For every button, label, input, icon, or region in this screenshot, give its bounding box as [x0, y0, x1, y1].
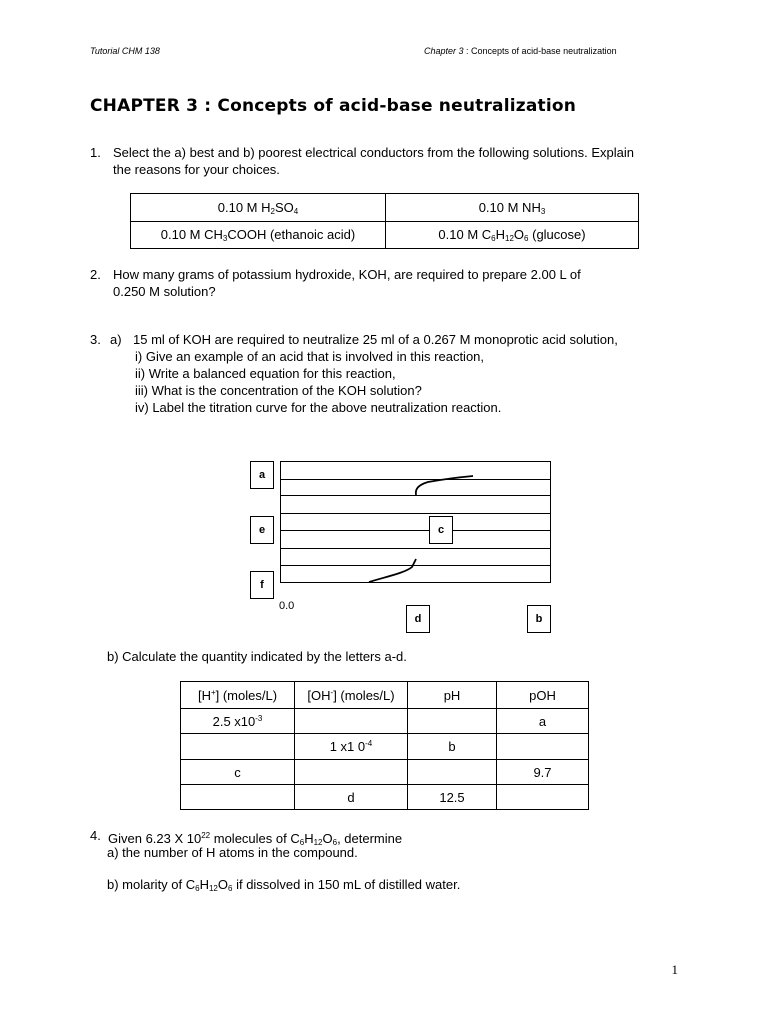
- question-3-item-iv: iv) Label the titration curve for the above neutralization reaction.: [135, 400, 502, 415]
- page-number: 1: [671, 962, 678, 977]
- header-oh-concentration: [OH-] (moles/L): [295, 682, 408, 709]
- question-number: 1.: [90, 145, 101, 160]
- label-box-f: f: [250, 571, 274, 599]
- question-3-part-a: a): [110, 332, 122, 347]
- question-2-line-2: 0.250 M solution?: [113, 284, 216, 299]
- label-box-d: d: [406, 605, 430, 633]
- question-number: 4.: [90, 828, 101, 843]
- question-3b: b) Calculate the quantity indicated by the letters a-d.: [107, 649, 407, 664]
- cell-oh-row-4: d: [295, 785, 408, 810]
- cell-ph-row-2: b: [408, 734, 497, 760]
- label-box-e: e: [250, 516, 274, 544]
- solutions-table: [130, 193, 639, 249]
- question-1-line-1: Select the a) best and b) poorest electrical conductors from the following solutions. Explain: [113, 145, 634, 160]
- question-3-item-iii: iii) What is the concentration of the KOH solution?: [135, 383, 422, 398]
- cell-ph-row-3: [408, 760, 497, 785]
- question-4-line-1: Given 6.23 X $10^{22}$ molecules of $C_6H_{12}O_6$, determine: [108, 831, 403, 847]
- solution-glucose: 0.10 M $C_6H_{12}O_6$ (glucose): [386, 222, 639, 249]
- header-ph: pH: [408, 682, 497, 709]
- cell-h-row-3: c: [181, 760, 295, 785]
- cell-ph-row-1: [408, 709, 497, 734]
- header-poh: pOH: [497, 682, 589, 709]
- cell-ph-row-4: 12.5: [408, 785, 497, 810]
- question-number: 2.: [90, 267, 101, 282]
- label-box-c: c: [429, 516, 453, 544]
- diagram-frame: [280, 462, 551, 583]
- cell-oh-row-3: [295, 760, 408, 785]
- titration-curve-upper: [416, 476, 473, 495]
- titration-curve-lower: [369, 559, 416, 582]
- question-3-item-ii: ii) Write a balanced equation for this reaction,: [135, 366, 396, 381]
- cell-h-row-2: [181, 734, 295, 760]
- cell-oh-row-1: [295, 709, 408, 734]
- titration-curve-diagram: [0, 455, 768, 645]
- solution-nh3: 0.10 M $NH_3$: [386, 194, 639, 222]
- solution-h2so4: 0.10 M $H_2SO_4$: [131, 194, 386, 222]
- cell-h-row-4: [181, 785, 295, 810]
- header-chapter: Chapter 3: [424, 46, 464, 56]
- solution-ethanoic-acid: 0.10 M $CH_3COOH$ (ethanoic acid): [131, 222, 386, 249]
- cell-poh-row-4: [497, 785, 589, 810]
- question-number: 3.: [90, 332, 101, 347]
- cell-poh-row-3: 9.7: [497, 760, 589, 785]
- label-box-b: b: [527, 605, 551, 633]
- header-chapter-title: : Concepts of acid-base neutralization: [463, 46, 617, 56]
- question-3-line-1: 15 ml of KOH are required to neutralize 25 ml of a 0.267 M monoprotic acid solution,: [133, 332, 618, 347]
- cell-poh-row-2: [497, 734, 589, 760]
- question-4-part-a: a) the number of H atoms in the compound.: [107, 845, 358, 860]
- origin-label: 0.0: [279, 600, 295, 612]
- header-right: [424, 46, 617, 56]
- question-4-part-b: b) molarity of $C_6H_{12}O_6$ if dissolved in 150 mL of distilled water.: [107, 877, 461, 893]
- question-2-line-1: How many grams of potassium hydroxide, KOH, are required to prepare 2.00 L of: [113, 267, 581, 282]
- question-3-item-i: i) Give an example of an acid that is involved in this reaction,: [135, 349, 485, 364]
- ph-table: [180, 681, 589, 810]
- cell-h-row-1: 2.5 $x10^{-3}$: [181, 709, 295, 734]
- question-1-line-2: the reasons for your choices.: [113, 162, 280, 177]
- cell-poh-row-1: a: [497, 709, 589, 734]
- header-left: Tutorial CHM 138: [90, 46, 160, 56]
- cell-oh-row-2: 1 x1 $0^{-4}$: [295, 734, 408, 760]
- header-h-concentration: [H+] (moles/L): [181, 682, 295, 709]
- page-title: CHAPTER 3 : Concepts of acid-base neutralization: [90, 96, 577, 116]
- label-box-a: a: [250, 461, 274, 489]
